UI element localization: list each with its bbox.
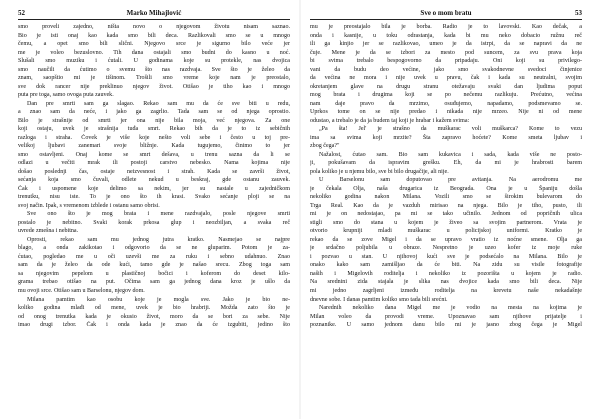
text-line: grama trebao otišao na put. Očima sam ga jednog dana kroz je ušlo da (18, 279, 290, 286)
right-page-body (310, 23, 582, 330)
text-line: smo ostavljeni. Onaj kome se smrt dešava, u trenu sazna da li se (18, 151, 290, 158)
text-line: rekao da se zove Migel i da se upravo vratio iz noćne smene. Olja ga (310, 236, 582, 243)
right-page (300, 0, 600, 419)
text-line: Milana pamtim kao osobu koje je mogla sve. Jako je bio ne- (27, 296, 290, 303)
text-line: Trga Real. Kao da je vazduh mirisao na njega. Bilo je tiho, pusto, ili (310, 202, 582, 209)
text-line: sa njegovim pepelom u plastičnoj bočici i koferom do deset kilo- (18, 270, 290, 277)
text-line: dnevne sobe. I danas pamtim koliko smo tada bili srećni. (310, 296, 448, 303)
text-line: sam da je želeo da ode kući, tamo gde je našao srecu. Zbog toga sam (18, 262, 290, 269)
right-page-number: 53 (575, 9, 582, 17)
text-line: koliko godina mlađi od mene, uvek je bio hrabriji. Možda zato što je (18, 305, 290, 312)
text-line: vani da budu deo većine, jako smo svakodnevne svedoci činjenice (310, 66, 582, 73)
text-line: trenutku, nisu iste. To je ono što ih krasi. Svako sećanje ploji se na (18, 194, 290, 201)
text-line: puta pre toga, samo ovoga puta zauvek. (18, 92, 114, 99)
text-line: svoj način. Ipak, s vremenom izblede i ostanu samo obrisi. (18, 202, 160, 209)
text-line: imao drugi izbor. Čak i onda kada je znao da će izgubiti, jedino što (18, 322, 290, 329)
text-line: zbog čega?" (310, 143, 340, 150)
text-line: Sve ono što je mog brata i mene razdvajalo, posle njegove smrti (27, 211, 290, 218)
text-line: onako kako sam zamišljao da će biti. Na zidu su visile fotografije (310, 262, 582, 269)
text-line: mu ovoji srce. Otišao sam u Barselonu, njegov dom. (18, 287, 145, 294)
text-line: od onog trenutka kada je okusio život, moro da se bori za sebe. Nije (18, 313, 290, 320)
text-line: je čekala Olja, naša drugarica iz Beograda. Ona je u Španiju došla (310, 185, 582, 192)
left-page-body (18, 23, 290, 330)
text-line: smo proveli zajedno, ništa novo o njegovom životu nisam saznao. (18, 24, 290, 30)
text-line: čemu, a opet smo bili slični. Njegovo srce je sigurno bilo veće jer (18, 41, 290, 48)
right-running-head: Sve o mom bratu (420, 9, 472, 17)
text-line: odustao, a trebalo je da ja budem taj koji je hrabar i kažem svima: (310, 117, 470, 124)
left-running-head: Marko Mihajlović (126, 9, 182, 17)
text-line: znam, saopštio mi je tišinom. Trošili smo vreme koje nam je preostalo, (18, 75, 290, 82)
text-line: mi jedno zagrljeni između roditelja na krevetu naše nekadašnje (310, 287, 582, 294)
left-page-header (18, 9, 290, 17)
text-line: nekoliko godina nakon Milana. Vozili smo se širokim bulevarom do (310, 194, 582, 201)
text-line: ji, pokušavam da ispravim grešku. Eh, da mi je hrabrosti barem (310, 160, 582, 167)
text-line: a znao sam da neće, i jako ga zagrlio. Tada sam se od njega oprostio. (18, 109, 290, 116)
text-line: ili ga kinjio jer se razlikovao, umeo je da istrpi, da se napravi da ne (310, 41, 582, 48)
right-page-header (310, 9, 582, 17)
text-line: nam daje pravo da mrzimo, osuđujemo, napadamo, podsmevamo se. (310, 100, 582, 107)
text-line: razloga i straha. Čovek je više koje nešto voli sebe i često u toj pre- (18, 134, 290, 141)
text-line: mu je preostajalo bila je borba. Radio je to lavovski. Kao dečak, a (310, 24, 582, 30)
text-line: odlazi u večiti mrak ili postoji carstvo nebesko. Nama kojima nije (18, 160, 290, 167)
text-line: ćutao, pogledao me u oči uzevši me za ruku i sebno udahnuo. Znao (18, 253, 290, 260)
text-line: Na srednini zida stajala je slika nas dvojice kada smo bili deca. Nije (310, 279, 582, 286)
left-header-rule (18, 19, 290, 20)
text-line: U Barselonu sam doputovao pre avitanja. Na aerodromu me (319, 177, 582, 184)
text-line: uvrede zmešna i nebitna. (18, 228, 79, 235)
text-line: Dan pre smrti sam ga slagao. Rekao sam mu da će sve biti u redu, (27, 100, 290, 107)
text-line: Slušali smo muziku i ćutali. U godinama koje su protekle, nas dvojica (18, 58, 290, 65)
text-line: blago, a onda zakikotao i odgovorio da se ne gluparim. Potom je za- (18, 245, 290, 252)
text-line: i pozvao u stan. U njihovoj kući sve je podsećalo na Milana. Bilo je (310, 253, 582, 260)
text-line: velikoj ljubavi zanemari svoje bližnje. Kada tugujemo, činimo to jer (18, 143, 290, 150)
text-line: Čak i uspomene koje delimo sa nekim, jer su nastale u zajedničkom (18, 185, 290, 192)
text-line: sve dok rancer nije preklinuo njegov život. Otišao je tiho kao i mnogo (18, 83, 290, 90)
text-line: bi svima trebalo bespogovorno da pripadaju. Oni koji su privilego- (310, 58, 582, 65)
text-line: Nažalost, ćutao sam. Bio sam kukavica i sada, kada više ne posto- (319, 151, 582, 158)
text-line: je srdačno poljubila u obraze. Nespretno je uzeo kofer iz moje ruke (310, 245, 582, 252)
text-line: pola koliko je u njemu bilo, sve bi bilo drugačije, ali nije. (310, 168, 449, 175)
text-line: da većina ne mora i nije uvek u pravu, čak i kada su neutralni, svojim (310, 75, 582, 82)
text-line: čuje. Mene je da se izbori za mesto pod suncem, za svu prava koja (310, 49, 582, 56)
text-line: otvorio krupniji mladi muškarac u policijskoj uniformi. Kratko je (310, 228, 582, 235)
text-line: „Pa šta! Jel' je strašno da muškarac voli muškarca? Kome to vezu (319, 126, 582, 133)
right-header-rule (310, 19, 582, 20)
text-line: okretanjem glave na drugu stranu otežavaju svaki dan ljudima poput (310, 83, 582, 90)
text-line: došao poslednji čas, ostaje neizvesnost i strah. Kada se završi život, (18, 168, 290, 175)
text-line: naših i Migelovih roditelja i nekoliko iz pozorišta u kojem je radio. (310, 270, 582, 277)
text-line: mi je on nedostajao, pa mi se tako učinilo. Jednom od popričnih ulica (310, 211, 582, 218)
text-line: poznanike. U samo jednom danu bilo mi je jasno zbog čega je Migel (310, 322, 582, 329)
text-line: Oprosti, rekao sam mu jednog jutra kratko. Nasmejao se najpre (27, 236, 290, 243)
text-line: stigli smo do stana u kojem je živeo sa svojim partnerom. Vrata je (310, 219, 582, 226)
text-line: Narednih nekoliko dana Migel me je vodio na mesta na kojima je (319, 305, 582, 312)
left-page-number: 52 (18, 9, 25, 17)
text-line: koji ostaju, uvek je strašnija tuđa smrt. Rekao bih da je to iz sebičnih (18, 126, 290, 133)
text-line: Uprkos tome on se nije predao i nikada nije mrzeo. Nije ni od mene (310, 109, 582, 116)
text-line: smo naučili da ćutimo o svemu što nas razdvaja. Sve što je želeo da (18, 66, 290, 73)
text-line: Milan voleo da provodi vreme. Upoznavao sam njihove prijatelje i (310, 313, 582, 320)
text-line: onda i kasnije, u toku odrastanja, kada bi mu neko dobacio ružnu reč (310, 32, 582, 39)
text-line: postalo je nebitno. Svaki korak prkosa glup i neozbiljan, a svaka reč (18, 219, 290, 226)
text-line: Bio je isti onaj kao kada smo bili deca. Razlikovali smo se u mnogo (18, 32, 290, 39)
text-line: sećanja koja smo čuvali, odlete nekud u beskraj, gde ostanu zauvek. (18, 177, 290, 184)
text-line: me je voleo bezuslovno. Tih dana ostajali smo budni do kasno u noć. (18, 49, 290, 56)
text-line: mog brata i drugima koji se po nečemu razlikuju. Prećutno, većina (310, 92, 582, 99)
text-line: Bilo je strašnije od smrti jer ona nije bila moja, već njegova. Za one (18, 117, 290, 124)
text-line: ima sa svima koji mrzite? Šta zapravo hoćete? Kome smeta ljubav i (310, 134, 582, 141)
